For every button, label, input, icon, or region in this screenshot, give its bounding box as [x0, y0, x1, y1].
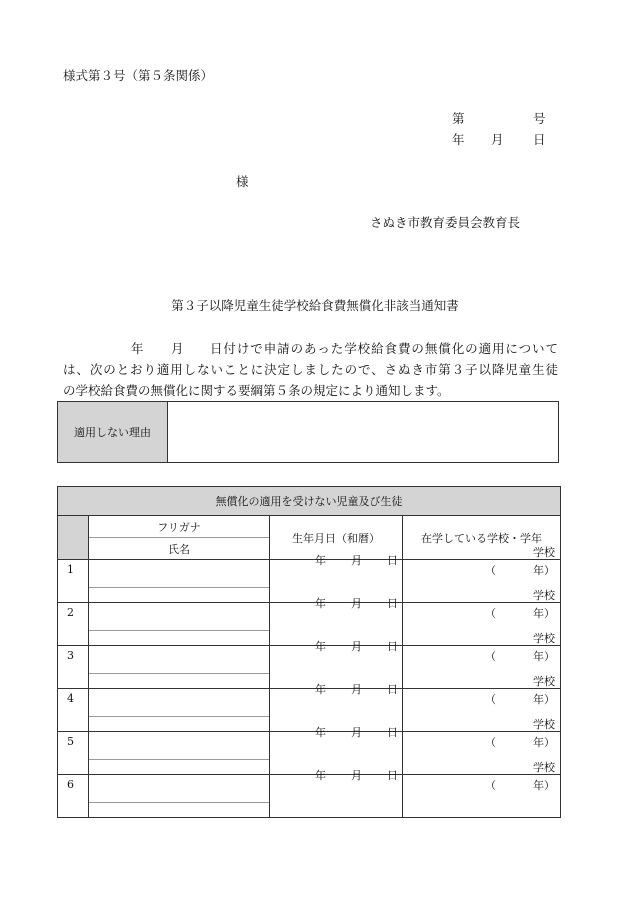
grade-paren-open: （: [485, 564, 496, 577]
student-row: [58, 560, 561, 603]
birth-year-label: 年: [315, 726, 326, 739]
reason-field: [168, 402, 558, 462]
row-index: 6: [58, 775, 89, 818]
birthdate-cell[interactable]: [270, 597, 403, 646]
furigana-line: [89, 789, 269, 803]
doc-number-suffix: 号: [533, 111, 546, 126]
row-index: 1: [58, 560, 89, 603]
grade-label: 年）: [533, 607, 555, 620]
school-label: 学校: [533, 675, 555, 688]
birth-day-label: 日: [387, 554, 398, 567]
furigana-line: [89, 574, 269, 588]
birth-year-label: 年: [315, 640, 326, 653]
issue-date-month: 月: [491, 132, 504, 147]
birth-month-label: 月: [351, 769, 362, 782]
body-line-1: [63, 338, 558, 359]
birth-year-label: 年: [315, 597, 326, 610]
addressee: 様: [236, 174, 249, 189]
grade-label: 年）: [533, 779, 555, 792]
full-name-header: 氏名: [168, 542, 190, 556]
birth-month-label: 月: [351, 726, 362, 739]
birth-year-label: 年: [315, 769, 326, 782]
grade-paren-open: （: [485, 607, 496, 620]
birth-year-label: 年: [315, 683, 326, 696]
student-name-cell[interactable]: [89, 603, 270, 646]
school-label: 学校: [533, 718, 555, 731]
birth-day-label: 日: [387, 769, 398, 782]
school-cell[interactable]: [403, 761, 561, 818]
furigana-line: [89, 746, 269, 760]
birthdate-header: 生年月日（和暦）: [270, 516, 403, 560]
school-label: 学校: [533, 761, 555, 774]
student-name-cell[interactable]: [89, 689, 270, 732]
birth-month-label: 月: [351, 683, 362, 696]
school-header: 在学している学校・学年: [403, 516, 561, 560]
grade-paren-open: （: [485, 693, 496, 706]
birthdate-cell[interactable]: [270, 640, 403, 689]
body-line-1-text: 日付けで申請のあった学校給食費の無償化の適用について: [210, 341, 558, 356]
students-table: [57, 486, 561, 818]
grade-label: 年）: [533, 650, 555, 663]
row-index: 2: [58, 603, 89, 646]
birth-day-label: 日: [387, 726, 398, 739]
grade-label: 年）: [533, 693, 555, 706]
birthdate-cell[interactable]: [270, 683, 403, 732]
furigana-line: [89, 703, 269, 717]
birth-day-label: 日: [387, 640, 398, 653]
student-name-cell[interactable]: [89, 775, 270, 818]
reason-box: [57, 401, 559, 463]
student-row: [58, 603, 561, 646]
student-name-cell[interactable]: [89, 560, 270, 603]
furigana-line: [89, 617, 269, 631]
birthdate-cell[interactable]: [270, 726, 403, 775]
grade-label: 年）: [533, 564, 555, 577]
row-index: 5: [58, 732, 89, 775]
school-label: 学校: [533, 589, 555, 602]
notice-body: [63, 338, 558, 401]
index-header: [58, 516, 89, 560]
student-row: [58, 732, 561, 775]
school-label: 学校: [533, 546, 555, 559]
issue-date-day: 日: [533, 132, 546, 147]
birthdate-cell[interactable]: [270, 769, 403, 818]
grade-paren-open: （: [485, 736, 496, 749]
name-header: [89, 516, 270, 560]
birth-month-label: 月: [351, 554, 362, 567]
student-name-cell[interactable]: [89, 732, 270, 775]
birth-day-label: 日: [387, 683, 398, 696]
birthdate-cell[interactable]: [270, 554, 403, 603]
body-month: 月: [171, 341, 184, 356]
issue-date-year: 年: [452, 132, 465, 147]
grade-paren-open: （: [485, 779, 496, 792]
birth-day-label: 日: [387, 597, 398, 610]
doc-number-prefix: 第: [452, 111, 465, 126]
issuer: さぬき市教育委員会教育長: [370, 215, 521, 230]
reason-label: 適用しない理由: [58, 402, 168, 462]
student-row: [58, 775, 561, 818]
student-row: [58, 646, 561, 689]
grade-paren-open: （: [485, 650, 496, 663]
row-index: 4: [58, 689, 89, 732]
body-line-2: は、次のとおり適用しないことに決定しましたので、さぬき市第３子以降児童生徒: [63, 362, 558, 377]
grade-label: 年）: [533, 736, 555, 749]
birth-year-label: 年: [315, 554, 326, 567]
furigana-line: [89, 660, 269, 674]
birth-month-label: 月: [351, 640, 362, 653]
school-label: 学校: [533, 632, 555, 645]
body-line-3: の学校給食費の無償化に関する要綱第５条の規定により通知します。: [63, 383, 450, 398]
students-table-title: 無償化の適用を受けない児童及び生徒: [58, 487, 561, 516]
student-name-cell[interactable]: [89, 646, 270, 689]
birth-month-label: 月: [351, 597, 362, 610]
furigana-header: フリガナ: [89, 516, 269, 538]
row-index: 3: [58, 646, 89, 689]
student-row: [58, 689, 561, 732]
document-title: 第３子以降児童生徒学校給食費無償化非該当通知書: [171, 298, 459, 313]
form-number: 様式第３号（第５条関係）: [63, 68, 214, 83]
body-year: 年: [131, 341, 144, 356]
